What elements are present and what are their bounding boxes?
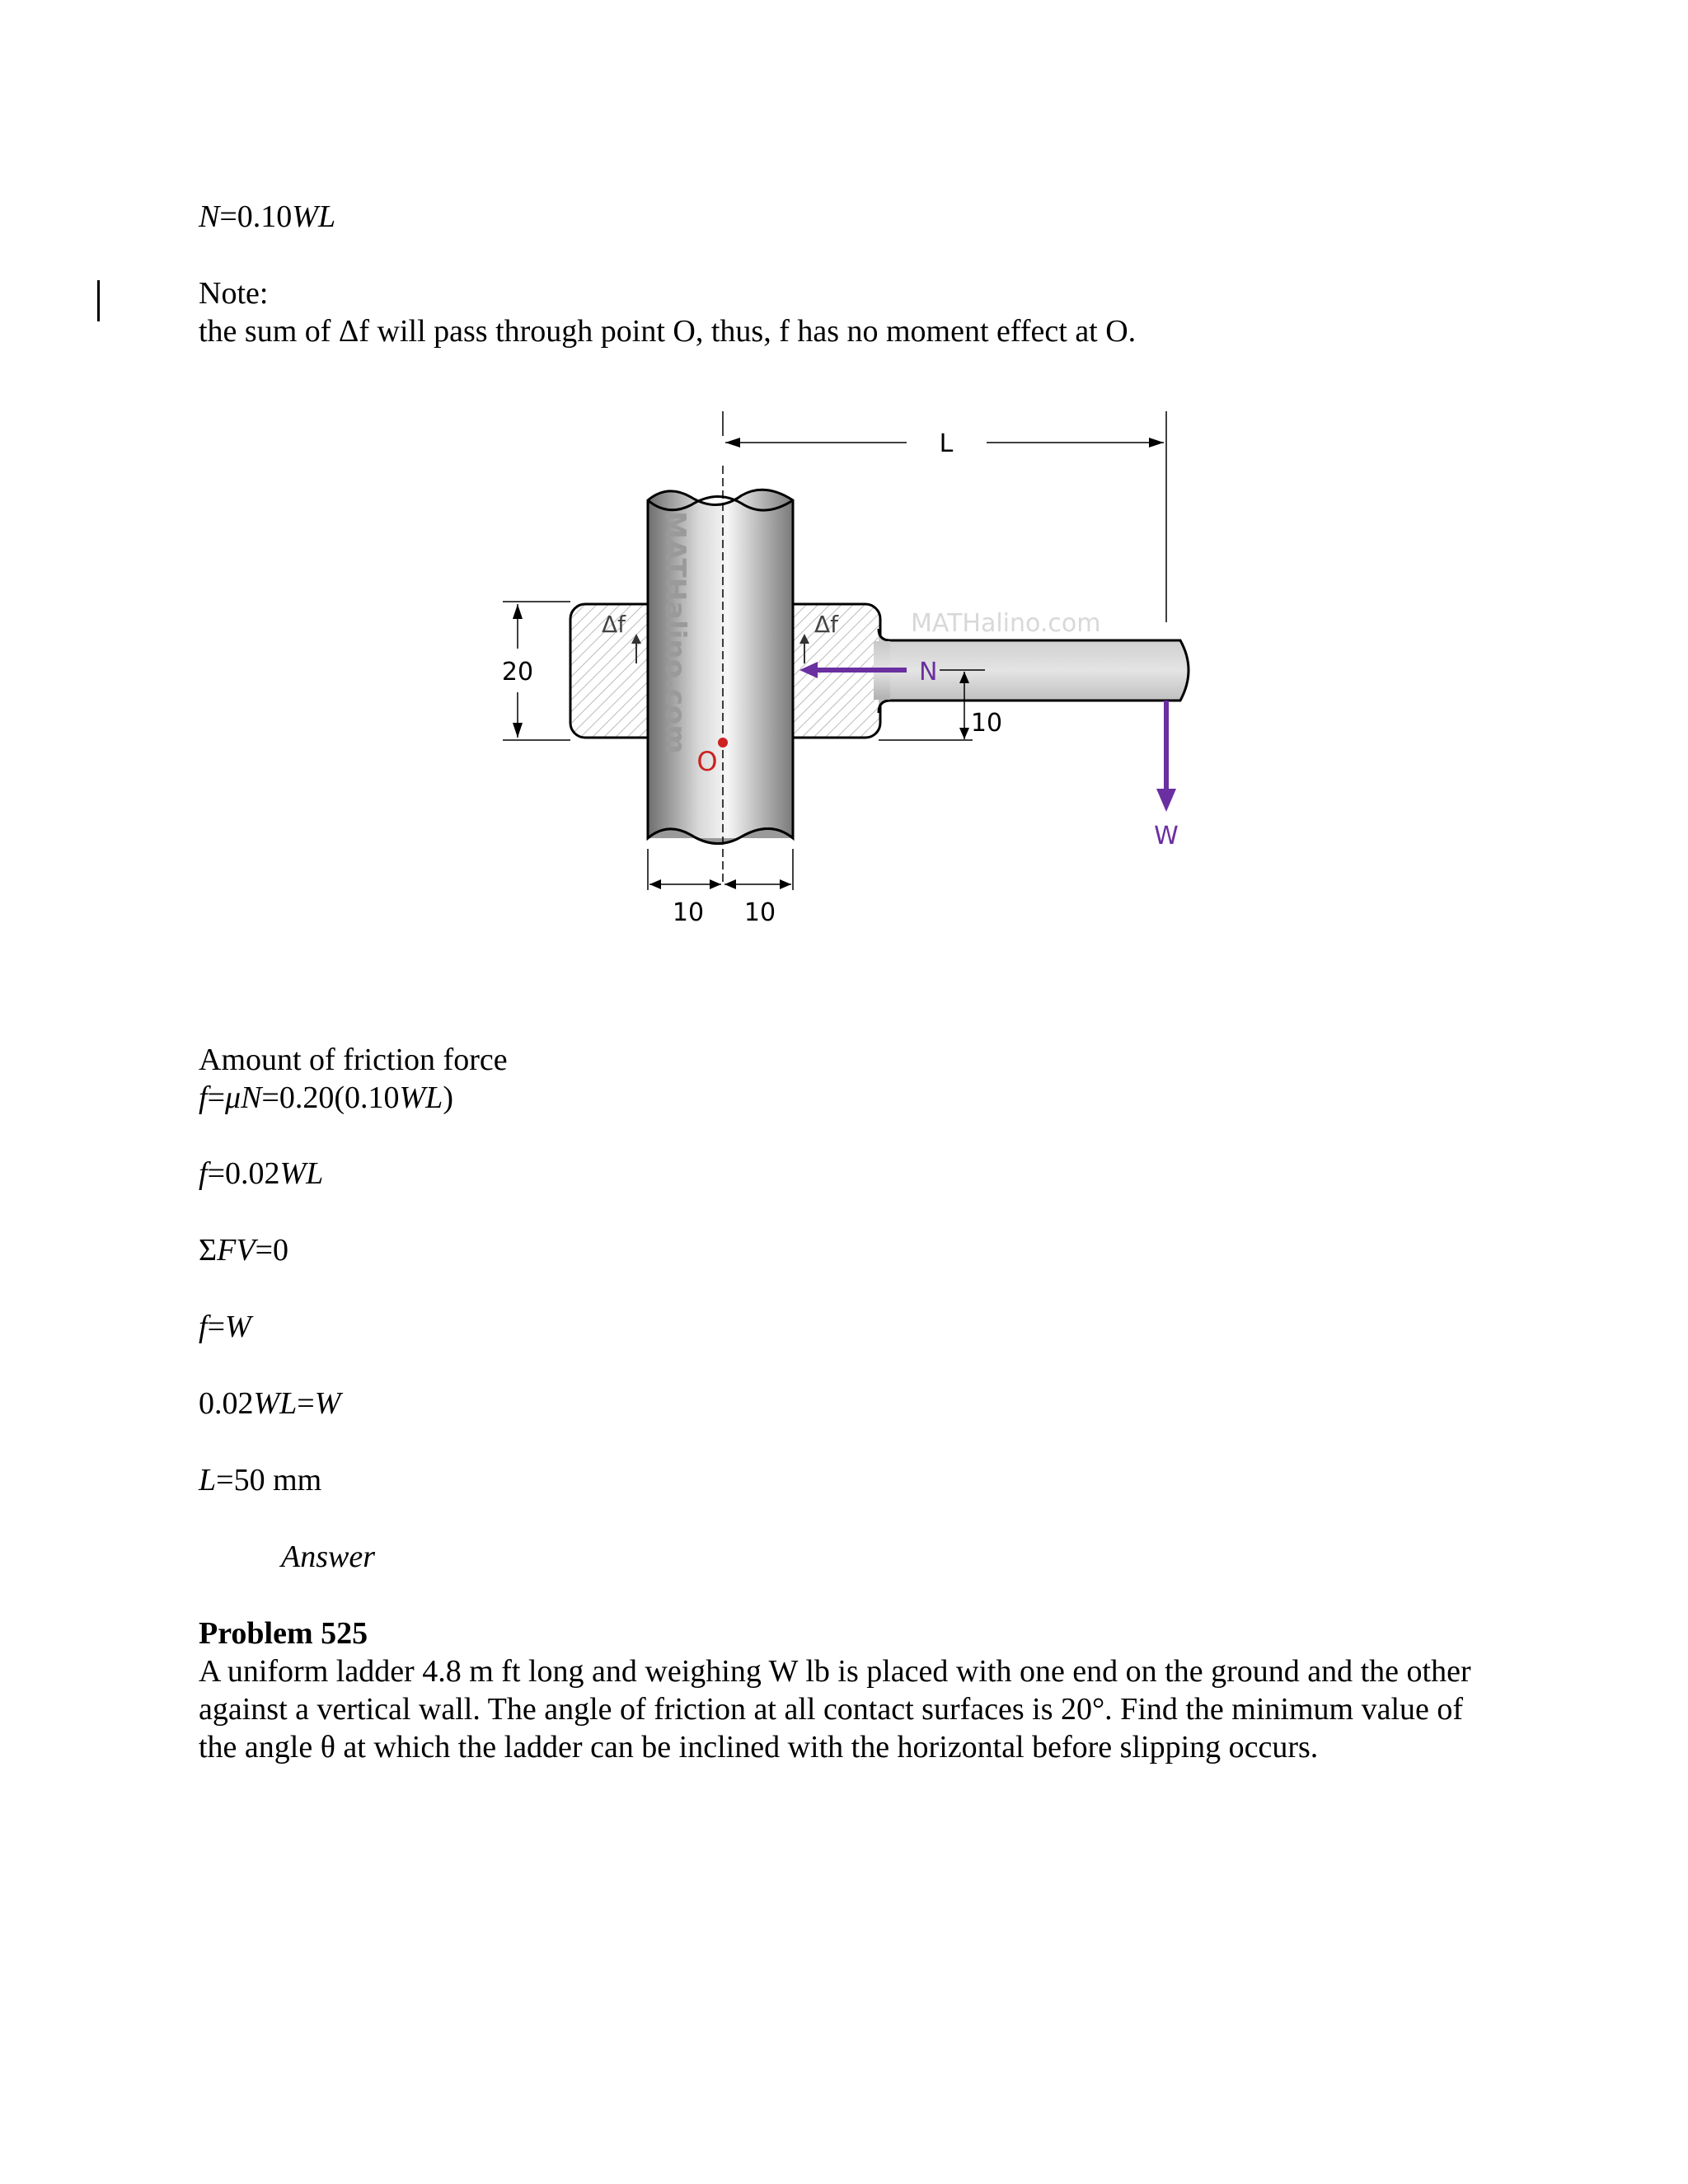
label-W: W (1154, 822, 1179, 851)
label-delta-f-right: Δf (814, 611, 839, 638)
label-O: O (696, 746, 718, 777)
equation-length-result: L=50 mm (199, 1463, 322, 1497)
watermark-horizontal: MATHalino.com (911, 609, 1101, 638)
text-cursor-mark (97, 280, 100, 321)
dim-10-left: 10 (672, 898, 705, 927)
note-label: Note: (199, 276, 269, 311)
equation-f-equals-w: f=W (199, 1310, 251, 1344)
equation-sum-vertical: ΣFV=0 (199, 1233, 288, 1268)
watermark-vertical: MATHalino.com (659, 511, 692, 754)
note-text: the sum of Δf will pass through point O, thus, f has no moment effect at O. (199, 314, 1137, 349)
arrow-down-W-icon (1156, 789, 1176, 812)
equation-normal-force: N=0.10WL (199, 199, 336, 234)
dim-10-right: 10 (743, 898, 776, 927)
equation-wl-equals-w: 0.02WL=W (199, 1386, 341, 1421)
problem-title: Problem 525 (199, 1616, 368, 1651)
dim-L: L (939, 429, 954, 458)
label-delta-f-left: Δf (602, 611, 626, 638)
point-O-marker (718, 738, 728, 748)
shaft-collar-lever-diagram (478, 408, 1220, 935)
friction-heading: Amount of friction force (199, 1043, 508, 1077)
label-N: N (919, 658, 938, 687)
equation-friction-value: f=0.02WL (199, 1156, 324, 1191)
dim-10-vertical: 10 (970, 709, 1003, 738)
answer-label: Answer (281, 1540, 375, 1574)
equation-friction-mu: f=μN=0.20(0.10WL) (199, 1080, 453, 1115)
dim-20: 20 (501, 658, 534, 687)
problem-statement: A uniform ladder 4.8 m ft long and weighing W lb is placed with one end on the ground and the other against a vertical wall. The angle of friction at all contact surfaces is 20°. Find the minimum value of the angle θ at which the ladder can be inclined with the horizontal before slipping occurs. (199, 1654, 1471, 1765)
